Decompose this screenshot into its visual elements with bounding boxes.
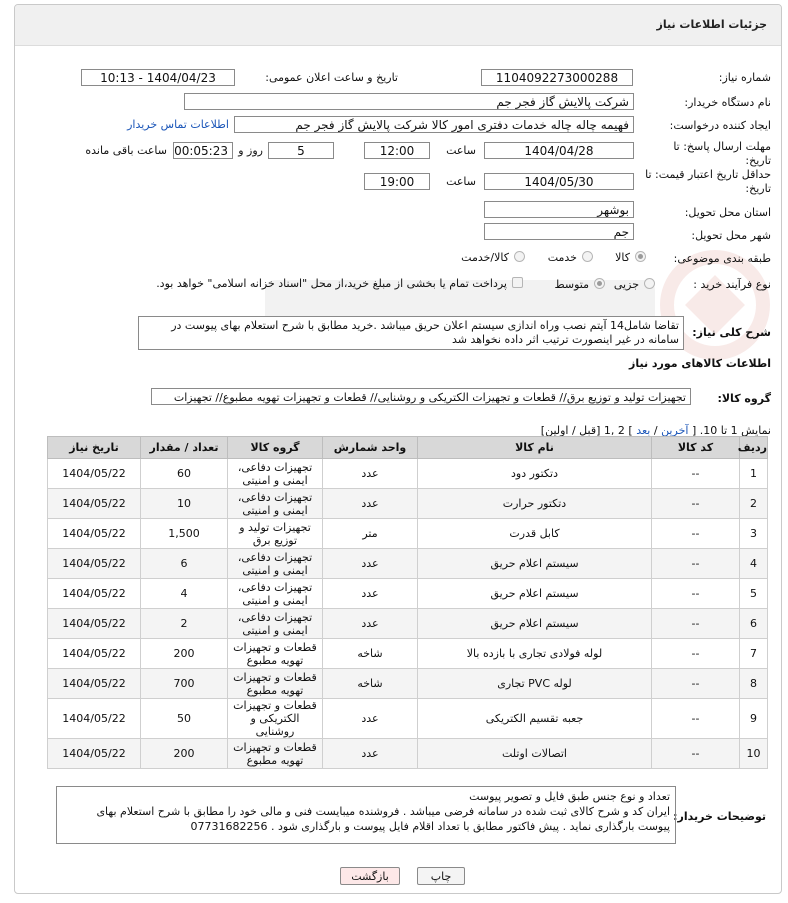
remaining-label: ساعت باقی مانده xyxy=(85,144,167,157)
pagination-next-link[interactable]: بعد xyxy=(636,424,651,437)
row-name: سیستم اعلام حریق xyxy=(418,549,652,579)
row-qty: 60 xyxy=(141,459,228,489)
row-code: -- xyxy=(652,739,740,769)
days-field: 5 xyxy=(268,142,334,159)
row-no: 4 xyxy=(740,549,768,579)
validity-date-field: 1404/05/30 xyxy=(484,173,634,190)
validity-label: حداقل تاریخ اعتبار قیمت: تا تاریخ: xyxy=(645,168,771,195)
buyer-contact-link[interactable]: اطلاعات تماس خریدار xyxy=(127,118,229,131)
process-option-minor: جزیی xyxy=(613,278,639,291)
province-field: بوشهر xyxy=(484,201,634,218)
buyer-notes-textarea xyxy=(56,786,676,844)
table-row xyxy=(48,549,768,579)
table-row xyxy=(48,669,768,699)
province-label: استان محل تحویل: xyxy=(684,206,771,219)
row-group: تجهیزات دفاعی، ایمنی و امنیتی xyxy=(228,579,323,609)
row-date: 1404/05/22 xyxy=(48,739,141,769)
creator-field: فهیمه چاله چاله خدمات دفتری امور کالا شرکت پالایش گاز فجر جم xyxy=(234,116,634,133)
row-date: 1404/05/22 xyxy=(48,519,141,549)
creator-label: ایجاد کننده درخواست: xyxy=(669,119,771,132)
buyer-org-field: شرکت پالایش گاز فجر جم xyxy=(184,93,634,110)
process-radio-minor[interactable] xyxy=(644,278,655,289)
row-group: تجهیزات دفاعی، ایمنی و امنیتی xyxy=(228,489,323,519)
process-label: نوع فرآیند خرید : xyxy=(693,278,771,291)
pagination-prefix: نمایش 1 تا 10. [ xyxy=(691,424,771,437)
col-header-name: نام کالا xyxy=(418,437,652,459)
row-code: -- xyxy=(652,579,740,609)
row-name: سیستم اعلام حریق xyxy=(418,609,652,639)
print-button[interactable]: چاپ xyxy=(417,867,465,885)
row-name: سیستم اعلام حریق xyxy=(418,579,652,609)
row-code: -- xyxy=(652,639,740,669)
row-qty: 200 xyxy=(141,639,228,669)
remaining-time-field: 00:05:23 xyxy=(173,142,233,159)
buyer-org-label: نام دستگاه خریدار: xyxy=(684,96,771,109)
process-radio-medium[interactable] xyxy=(594,278,605,289)
row-no: 6 xyxy=(740,609,768,639)
row-no: 3 xyxy=(740,519,768,549)
row-date: 1404/05/22 xyxy=(48,549,141,579)
col-header-date: تاریخ نیاز xyxy=(48,437,141,459)
row-date: 1404/05/22 xyxy=(48,639,141,669)
row-unit: متر xyxy=(323,519,418,549)
col-header-group: گروه کالا xyxy=(228,437,323,459)
row-code: -- xyxy=(652,519,740,549)
row-date: 1404/05/22 xyxy=(48,489,141,519)
table-row xyxy=(48,579,768,609)
table-row xyxy=(48,519,768,549)
row-group: تجهیزات تولید و توزیع برق xyxy=(228,519,323,549)
deadline-time-field: 12:00 xyxy=(364,142,430,159)
deadline-label: مهلت ارسال پاسخ: تا تاریخ: xyxy=(673,140,771,167)
treasury-payment-checkbox[interactable] xyxy=(512,277,523,288)
row-unit: عدد xyxy=(323,609,418,639)
goods-group-label: گروه کالا: xyxy=(717,392,771,405)
table-row xyxy=(48,459,768,489)
panel-title: جزئیات اطلاعات نیاز xyxy=(656,18,767,31)
need-number-label: شماره نیاز: xyxy=(718,71,771,84)
row-qty: 50 xyxy=(141,699,228,739)
deadline-date-field: 1404/04/28 xyxy=(484,142,634,159)
summary-label: شرح کلی نیاز: xyxy=(692,326,771,339)
row-qty: 700 xyxy=(141,669,228,699)
row-no: 7 xyxy=(740,639,768,669)
city-label: شهر محل تحویل: xyxy=(691,229,771,242)
category-radio-goods[interactable] xyxy=(635,251,646,262)
row-no: 1 xyxy=(740,459,768,489)
row-qty: 10 xyxy=(141,489,228,519)
row-unit: شاخه xyxy=(323,669,418,699)
row-unit: عدد xyxy=(323,549,418,579)
deadline-time-label: ساعت xyxy=(446,144,476,157)
days-label: روز و xyxy=(238,144,263,157)
row-unit: عدد xyxy=(323,739,418,769)
col-header-code: کد کالا xyxy=(652,437,740,459)
row-qty: 2 xyxy=(141,609,228,639)
row-group: قطعات و تجهیزات الکتریکی و روشنایی xyxy=(228,699,323,739)
row-no: 8 xyxy=(740,669,768,699)
row-no: 9 xyxy=(740,699,768,739)
table-row xyxy=(48,699,768,739)
row-code: -- xyxy=(652,609,740,639)
table-row xyxy=(48,489,768,519)
row-date: 1404/05/22 xyxy=(48,699,141,739)
pagination-pages: ] 2 ,1 [قبل / اولین] xyxy=(540,424,633,437)
row-date: 1404/05/22 xyxy=(48,459,141,489)
process-option-medium: متوسط xyxy=(554,278,589,291)
row-code: -- xyxy=(652,699,740,739)
row-unit: شاخه xyxy=(323,639,418,669)
buyer-notes-line1: تعداد و نوع جنس طبق فایل و تصویر پیوست xyxy=(469,790,670,803)
row-qty: 200 xyxy=(141,739,228,769)
row-group: تجهیزات دفاعی، ایمنی و امنیتی xyxy=(228,549,323,579)
row-code: -- xyxy=(652,549,740,579)
col-header-qty: تعداد / مقدار xyxy=(141,437,228,459)
row-unit: عدد xyxy=(323,699,418,739)
treasury-payment-note: پرداخت تمام یا بخشی از مبلغ خرید،از محل "اسناد خزانه اسلامی" خواهد بود. xyxy=(156,277,507,290)
row-no: 10 xyxy=(740,739,768,769)
back-button[interactable]: بازگشت xyxy=(340,867,400,885)
city-field: جم xyxy=(484,223,634,240)
row-qty: 4 xyxy=(141,579,228,609)
buyer-notes-label: توضیحات خریدار: xyxy=(673,810,766,823)
row-code: -- xyxy=(652,669,740,699)
pagination-separator: / xyxy=(653,424,658,437)
row-unit: عدد xyxy=(323,489,418,519)
row-no: 5 xyxy=(740,579,768,609)
row-group: قطعات و تجهیزات تهویه مطبوع xyxy=(228,639,323,669)
announce-label: تاریخ و ساعت اعلان عمومی: xyxy=(265,71,398,84)
category-option-service: خدمت xyxy=(547,251,577,264)
row-unit: عدد xyxy=(323,579,418,609)
row-qty: 1,500 xyxy=(141,519,228,549)
row-code: -- xyxy=(652,489,740,519)
row-group: تجهیزات دفاعی، ایمنی و امنیتی xyxy=(228,459,323,489)
announce-field: 1404/04/23 - 10:13 xyxy=(81,69,235,86)
row-name: کابل قدرت xyxy=(418,519,652,549)
row-name: دتکتور دود xyxy=(418,459,652,489)
validity-time-label: ساعت xyxy=(446,175,476,188)
goods-info-title: اطلاعات کالاهای مورد نیاز xyxy=(629,357,771,370)
pagination-last-link[interactable]: آخرین xyxy=(661,424,689,437)
row-date: 1404/05/22 xyxy=(48,579,141,609)
category-radio-goods-service[interactable] xyxy=(514,251,525,262)
buyer-notes-line2: ایران کد و شرح کالای ثبت شده در سامانه فرضی میباشد . فروشنده میبایست فنی و مالی خود را مطابق با شرح استعلام بهای پیوست بارگذاری نماید . پیش فاکتور مطابق با تعداد اقلام فایل پیوست و بارگذاری شود . 07731682256 xyxy=(96,805,670,833)
row-unit: عدد xyxy=(323,459,418,489)
row-group: قطعات و تجهیزات تهویه مطبوع xyxy=(228,739,323,769)
row-date: 1404/05/22 xyxy=(48,669,141,699)
row-name: دتکتور حرارت xyxy=(418,489,652,519)
table-row xyxy=(48,739,768,769)
panel-header xyxy=(15,5,781,46)
goods-table xyxy=(47,436,768,769)
row-no: 2 xyxy=(740,489,768,519)
row-name: لوله PVC تجاری xyxy=(418,669,652,699)
summary-textarea: تقاضا شامل14 آیتم نصب وراه اندازی سیستم اعلان حریق میباشد .خرید مطابق با شرح استعلام بهای پیوست در سامانه در غیر اینصورت ترتیب اثر داده نخواهد شد xyxy=(138,316,684,350)
col-header-row-no: ردیف xyxy=(740,437,768,459)
row-date: 1404/05/22 xyxy=(48,609,141,639)
goods-group-field: تجهیزات تولید و توزیع برق// قطعات و تجهیزات الکتریکی و روشنایی// قطعات و تجهیزات تهویه مطبوع// تجهیزات xyxy=(151,388,691,405)
table-header-row xyxy=(48,437,768,459)
table-row xyxy=(48,609,768,639)
row-group: تجهیزات دفاعی، ایمنی و امنیتی xyxy=(228,609,323,639)
category-option-goods-service: کالا/خدمت xyxy=(461,251,509,264)
row-name: اتصالات اوتلت xyxy=(418,739,652,769)
row-group: قطعات و تجهیزات تهویه مطبوع xyxy=(228,669,323,699)
row-name: لوله فولادی تجاری با بازده بالا xyxy=(418,639,652,669)
category-label: طبقه بندی موضوعی: xyxy=(673,252,771,265)
col-header-unit: واحد شمارش xyxy=(323,437,418,459)
row-qty: 6 xyxy=(141,549,228,579)
category-option-goods: کالا xyxy=(615,251,630,264)
row-name: جعبه تقسیم الکتریکی xyxy=(418,699,652,739)
need-number-field: 1104092273000288 xyxy=(481,69,633,86)
table-row xyxy=(48,639,768,669)
row-code: -- xyxy=(652,459,740,489)
validity-time-field: 19:00 xyxy=(364,173,430,190)
category-radio-service[interactable] xyxy=(582,251,593,262)
